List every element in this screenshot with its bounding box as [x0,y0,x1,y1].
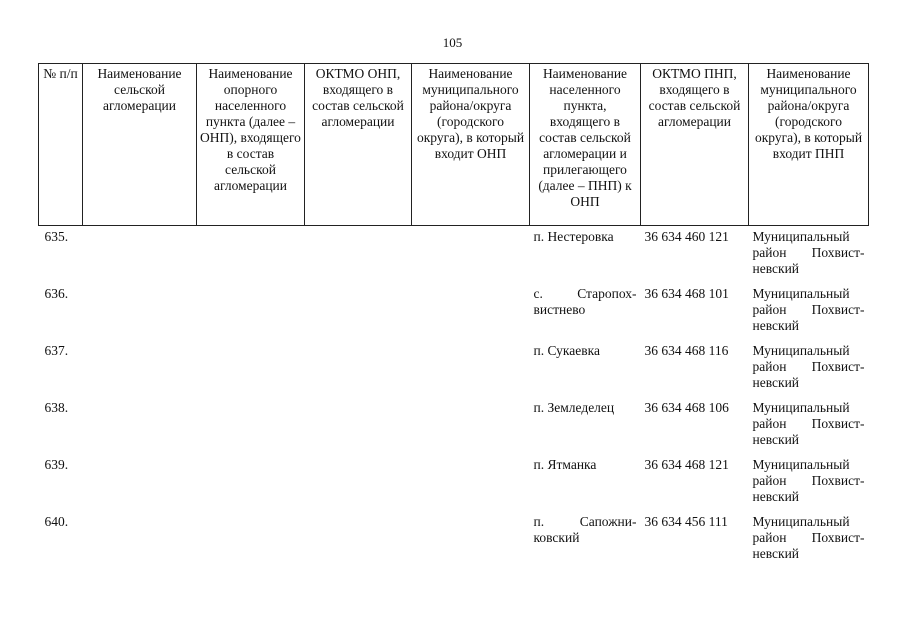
pnp-oktmo-cell: 36 634 460 121 [644,229,729,244]
agglomeration-cell [83,226,197,284]
table-row [39,340,869,397]
pnp-municipality-cell [749,226,869,284]
pnp-name-line-1: п. Сапожни- [533,514,637,529]
municipality-line-2: невский [752,546,800,561]
table-row [39,397,869,454]
agglomeration-cell [83,283,197,340]
pnp-name-line: п. Нестеровка [533,229,614,244]
agglomeration-cell [83,340,197,397]
onp-municipality-cell [412,454,530,511]
onp-oktmo-cell [305,511,412,568]
pnp-name-line: п. Ятманка [533,457,597,472]
table-row [39,226,869,284]
municipality-line-1: Муниципальный район Похвист- [752,514,865,545]
onp-name-cell [197,283,305,340]
pnp-municipality-cell [749,511,869,568]
pnp-name-cell [530,283,641,340]
table-row [39,511,869,568]
pnp-name-cell [530,397,641,454]
table-body [39,226,869,569]
onp-oktmo-cell [305,226,412,284]
table-row [39,283,869,340]
municipality-line-1: Муниципальный район Похвист- [752,457,865,488]
onp-municipality-cell [412,340,530,397]
municipality-line-1: Муниципальный район Похвист- [752,400,865,431]
header-pnp-name: Наименование населенного пункта, входящего в состав сельской агломерации и прилегающего (далее – ПНП) к ОНП [530,64,641,226]
onp-municipality-cell [412,511,530,568]
onp-oktmo-cell [305,397,412,454]
row-number: 639. [44,457,69,472]
municipality-line-2: невский [752,489,800,504]
municipality-line-2: невский [752,432,800,447]
row-number: 637. [44,343,69,358]
onp-oktmo-cell [305,340,412,397]
pnp-municipality-cell [749,283,869,340]
pnp-name-line-2: ковский [533,530,580,545]
onp-name-cell [197,226,305,284]
agglomeration-cell [83,397,197,454]
pnp-oktmo-cell: 36 634 468 121 [644,457,729,472]
onp-name-cell [197,397,305,454]
municipality-line-1: Муниципальный район Похвист- [752,343,865,374]
municipality-line-1: Муниципальный район Похвист- [752,229,865,260]
pnp-oktmo-cell: 36 634 456 111 [644,514,728,529]
pnp-name-cell [530,226,641,284]
onp-municipality-cell [412,226,530,284]
pnp-name-line: п. Земледелец [533,400,615,415]
table-header [39,64,869,226]
onp-municipality-cell [412,283,530,340]
pnp-oktmo-cell: 36 634 468 101 [644,286,729,301]
onp-name-cell [197,340,305,397]
header-row [39,64,869,226]
pnp-name-cell [530,511,641,568]
onp-oktmo-cell [305,454,412,511]
onp-municipality-cell [412,397,530,454]
onp-name-cell [197,511,305,568]
pnp-oktmo-cell: 36 634 468 106 [644,400,729,415]
onp-oktmo-cell [305,283,412,340]
pnp-municipality-cell [749,454,869,511]
municipality-line-2: невский [752,261,800,276]
pnp-name-cell [530,454,641,511]
municipality-line-2: невский [752,375,800,390]
agglomeration-cell [83,454,197,511]
row-number: 636. [44,286,69,301]
table-row [39,454,869,511]
page-number: 105 [442,35,463,50]
agglomeration-cell [83,511,197,568]
row-number: 635. [44,229,69,244]
pnp-name-cell [530,340,641,397]
header-pnp-oktmo: ОКТМО ПНП, входящего в состав сельской агломерации [641,64,749,226]
pnp-municipality-cell [749,397,869,454]
header-onp-municipality: Наименование муниципального района/округа (городского округа), в который входит ОНП [412,64,530,226]
pnp-name-line-2: вистнево [533,302,586,317]
header-pnp-municipality: Наименование муниципального района/округа (городского округа), в который входит ПНП [749,64,869,226]
pnp-name-line-1: с. Старопох- [533,286,637,301]
pnp-municipality-cell [749,340,869,397]
header-agglomeration-name: Наименование сельской агломерации [83,64,197,226]
row-number: 638. [44,400,69,415]
header-onp-name: Наименование опорного населенного пункта (далее – ОНП), входящего в состав сельской агломерации [197,64,305,226]
onp-name-cell [197,454,305,511]
agglomeration-table [38,63,869,568]
municipality-line-1: Муниципальный район Похвист- [752,286,865,317]
municipality-line-2: невский [752,318,800,333]
pnp-oktmo-cell: 36 634 468 116 [644,343,729,358]
header-onp-oktmo: ОКТМО ОНП, входящего в состав сельской агломерации [305,64,412,226]
pnp-name-line: п. Сукаевка [533,343,600,358]
row-number: 640. [44,514,69,529]
header-number: № п/п [39,64,83,226]
